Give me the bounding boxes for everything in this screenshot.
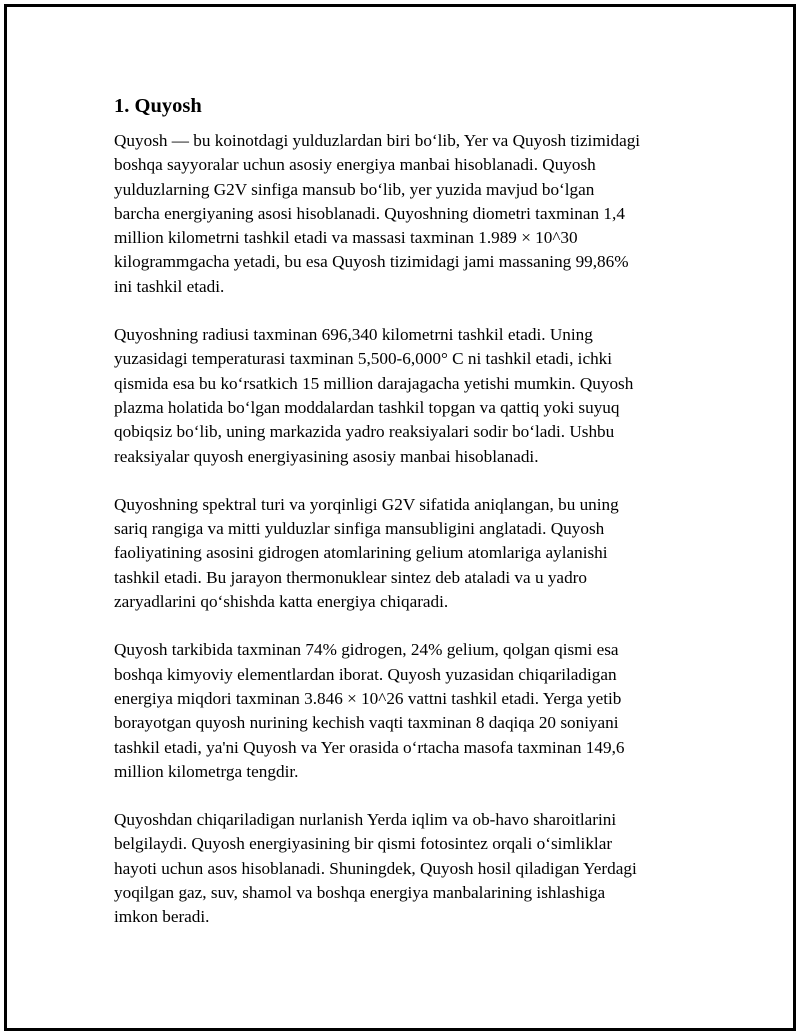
paragraph-composition: Quyosh tarkibida taxminan 74% gidrogen, 24% gelium, qolgan qismi esa boshqa kimyoviy elementlardan iborat. Quyosh yuzasidan chiqariladigan energiya miqdori taxminan 3.846 × 10^26 vattni tashkil etadi. Yerga yetib borayotgan quyosh nurining kechish vaqti taxminan 8 daqiqa 20 soniyani tashkil etadi, ya'ni Quyosh va Yer orasida o‘rtacha masofa taxminan 149,6 million kilometrga tengdir. xyxy=(114,640,625,781)
section-heading: 1. Quyosh xyxy=(114,95,202,117)
paragraph-intro: Quyosh — bu koinotdagi yulduzlardan biri bo‘lib, Yer va Quyosh tizimidagi boshqa sayyoralar uchun asosiy energiya manbai hisoblanadi. Quyosh yulduzlarning G2V sinfiga mansub bo‘lib, yer yuzida mavjud bo‘lgan barcha energiyaning asosi hisoblanadi. Quyoshning diometri taxminan 1,4 million kilometrni tashkil etadi va massasi taxminan 1.989 × 10^30 kilogrammgacha yetadi, bu esa Quyosh tizimidagi jami massaning 99,86% ini tashkil etadi. xyxy=(114,131,641,296)
paragraph-radiation: Quyoshdan chiqariladigan nurlanish Yerda iqlim va ob-havo sharoitlarini belgilaydi. Quyosh energiyasining bir qismi fotosintez orqali o‘simliklar hayoti uchun asos hisoblanadi. Shuningdek, Quyosh hosil qiladigan Yerdagi yoqilgan gaz, suv, shamol va boshqa energiya manbalarining ishlashiga imkon beradi. xyxy=(114,810,637,927)
paragraph-spectral-type: Quyoshning spektral turi va yorqinligi G2V sifatida aniqlangan, bu uning sariq rangiga va mitti yulduzlar sinfiga mansubligini anglatadi. Quyosh faoliyatining asosini gidrogen atomlarining gelium atomlariga aylanishi tashkil etadi. Bu jarayon thermonuklear sintez deb ataladi va u yadro zaryadlarini qo‘shishda katta energiya chiqaradi. xyxy=(114,494,619,612)
document-body xyxy=(114,92,694,954)
paragraph-radius: Quyoshning radiusi taxminan 696,340 kilometrni tashkil etadi. Uning yuzasidagi temperaturasi taxminan 5,500-6,000° C ni tashkil etadi, ichki qismida esa bu ko‘rsatkich 15 million darajagacha yetishi mumkin. Quyosh plazma holatida bo‘lgan moddalardan tashkil topgan va qattiq yoki suyuq qobiqsiz bo‘lib, uning markazida yadro reaksiyalari sodir bo‘ladi. Ushbu reaksiyalar quyosh energiyasining asosiy manbai hisoblanadi. xyxy=(114,325,634,466)
